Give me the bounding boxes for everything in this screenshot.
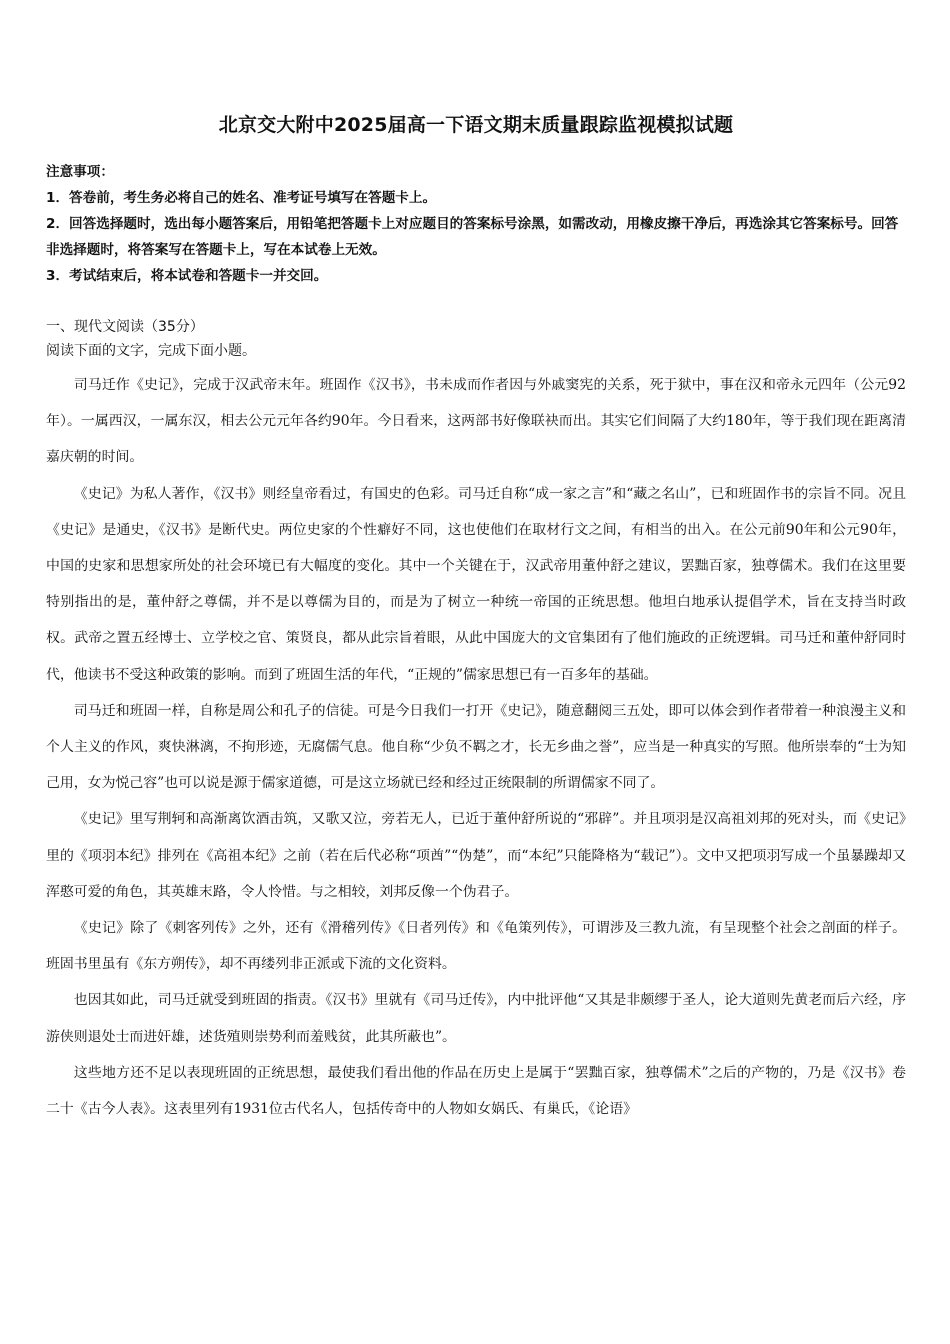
notice-block [46, 159, 906, 289]
paragraph: 《史记》里写荆轲和高渐离饮酒击筑，又歌又泣，旁若无人，已近于董仲舒所说的“邪辟”。并且项羽是汉高祖刘邦的死对头，而《史记》里的《项羽本纪》排列在《高祖本纪》之前（若在后代必称“项酋”“伪楚”，而“本纪”只能降格为“载记”）。文中又把项羽写成一个虽暴躁却又浑憨可爱的角色，其英雄末路，令人怜惜。与之相较，刘邦反像一个伪君子。 [46, 811, 906, 900]
notice-item-1: 1．答卷前，考生务必将自己的姓名、准考证号填写在答题卡上。 [46, 190, 437, 206]
notice-item-2: 2．回答选择题时，选出每小题答案后，用铅笔把答题卡上对应题目的答案标号涂黑，如需改动，用橡皮擦干净后，再选涂其它答案标号。回答非选择题时，将答案写在答题卡上，写在本试卷上无效。 [46, 216, 899, 258]
paragraph: 这些地方还不足以表现班固的正统思想，最使我们看出他的作品在历史上是属于“罢黜百家，独尊儒术”之后的产物的，乃是《汉书》卷二十《古今人表》。这表里列有1931位古代名人，包括传奇中的人物如女娲氏、有巢氏，《论语》 [46, 1064, 906, 1118]
paragraph: 司马迁作《史记》，完成于汉武帝末年。班固作《汉书》，书未成而作者因与外戚窦宪的关系，死于狱中，事在汉和帝永元四年（公元92年）。一属西汉，一属东汉，相去公元元年各约90年。今日看来，这两部书好像联袂而出。其实它们间隔了大约180年，等于我们现在距离清嘉庆朝的时间。 [46, 377, 906, 466]
document-title: 北京交大附中2025届高一下语文期末质量跟踪监视模拟试题 [218, 114, 734, 136]
paragraph: 《史记》为私人著作，《汉书》则经皇帝看过，有国史的色彩。司马迁自称“成一家之言”和“藏之名山”，已和班固作书的宗旨不同。况且《史记》是通史，《汉书》是断代史。两位史家的个性癖好不同，这也使他们在取材行文之间，有相当的出入。在公元前90年和公元90年，中国的史家和思想家所处的社会环境已有大幅度的变化。其中一个关键在于，汉武帝用董仲舒之建议，罢黜百家，独尊儒术。我们在这里要特别指出的是，董仲舒之尊儒，并不是以尊儒为目的，而是为了树立一种统一帝国的正统思想。他坦白地承认提倡学术，旨在支持当时政权。武帝之置五经博士、立学校之官、策贤良，都从此宗旨着眼，从此中国庞大的文官集团有了他们施政的正统逻辑。司马迁和董仲舒同时代，他读书不受这种政策的影响。而到了班固生活的年代，“正规的”儒家思想已有一百多年的基础。 [46, 485, 906, 683]
section-heading: 一、现代文阅读（35分） [46, 319, 204, 335]
paragraph: 司马迁和班固一样，自称是周公和孔子的信徒。可是今日我们一打开《史记》，随意翻阅三五处，即可以体会到作者带着一种浪漫主义和个人主义的作风，爽快淋漓，不拘形迹，无腐儒气息。他自称“少负不羁之才，长无乡曲之誉”，应当是一种真实的写照。他所崇奉的“士为知己用，女为悦己容”也可以说是源于儒家道德，可是这立场就已经和经过正统限制的所谓儒家不同了。 [46, 702, 906, 792]
notice-heading: 注意事项： [46, 164, 114, 180]
notice-item-3: 3．考试结束后，将本试卷和答题卡一并交回。 [46, 268, 328, 284]
paragraph: 《史记》除了《刺客列传》之外，还有《滑稽列传》《日者列传》和《龟策列传》，可谓涉及三教九流，有呈现整个社会之剖面的样子。班固书里虽有《东方朔传》，却不再缕列非正派或下流的文化资料。 [46, 920, 906, 973]
section-instruction: 阅读下面的文字，完成下面小题。 [46, 343, 256, 359]
reading-passage [46, 367, 906, 1127]
paragraph: 也因其如此，司马迁就受到班固的指责。《汉书》里就有《司马迁传》，内中批评他“又其是非颇缪于圣人，论大道则先黄老而后六经，序游侠则退处士而进奸雄，述货殖则崇势利而羞贱贫，此其所蔽也”。 [46, 992, 906, 1045]
